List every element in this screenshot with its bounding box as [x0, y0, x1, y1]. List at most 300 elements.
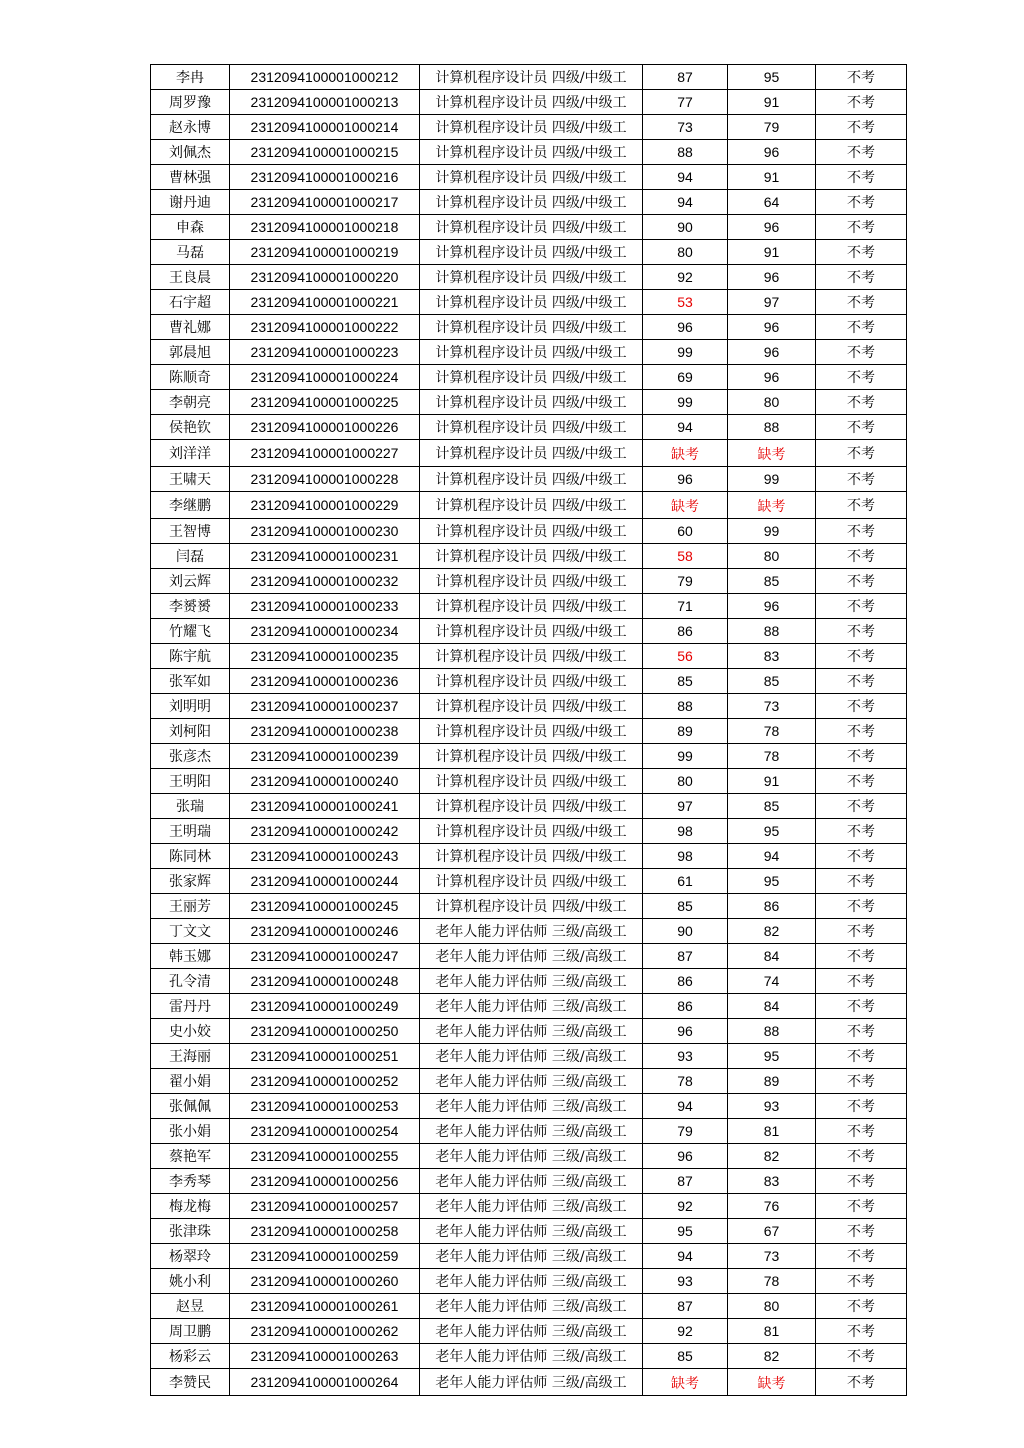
candidate-id-cell: 2312094100001000255 [230, 1144, 420, 1169]
skill-score-cell: 88 [728, 415, 816, 440]
assessment-status-cell: 不考 [816, 769, 907, 794]
theory-score-cell: 缺考 [643, 440, 728, 467]
table-row [151, 1144, 907, 1169]
candidate-name-cell: 王丽芳 [151, 894, 230, 919]
occupation-level-cell: 计算机程序设计员 四级/中级工 [420, 115, 643, 140]
occupation-level-cell: 计算机程序设计员 四级/中级工 [420, 794, 643, 819]
assessment-status-cell: 不考 [816, 844, 907, 869]
assessment-status-cell: 不考 [816, 1344, 907, 1369]
skill-score-cell: 82 [728, 1144, 816, 1169]
skill-score-cell: 93 [728, 1094, 816, 1119]
theory-score-cell: 99 [643, 744, 728, 769]
candidate-id-cell: 2312094100001000251 [230, 1044, 420, 1069]
assessment-status-cell: 不考 [816, 265, 907, 290]
occupation-level-cell: 计算机程序设计员 四级/中级工 [420, 744, 643, 769]
candidate-id-cell: 2312094100001000253 [230, 1094, 420, 1119]
table-row [151, 415, 907, 440]
candidate-id-cell: 2312094100001000239 [230, 744, 420, 769]
score-table [150, 64, 907, 1396]
candidate-id-cell: 2312094100001000233 [230, 594, 420, 619]
theory-score-cell: 78 [643, 1069, 728, 1094]
skill-score-cell: 80 [728, 1294, 816, 1319]
theory-score-cell: 96 [643, 1144, 728, 1169]
candidate-name-cell: 翟小娟 [151, 1069, 230, 1094]
candidate-id-cell: 2312094100001000263 [230, 1344, 420, 1369]
candidate-name-cell: 赵昱 [151, 1294, 230, 1319]
candidate-id-cell: 2312094100001000257 [230, 1194, 420, 1219]
theory-score-cell: 95 [643, 1219, 728, 1244]
assessment-status-cell: 不考 [816, 1094, 907, 1119]
assessment-status-cell: 不考 [816, 969, 907, 994]
candidate-name-cell: 谢丹迪 [151, 190, 230, 215]
occupation-level-cell: 计算机程序设计员 四级/中级工 [420, 290, 643, 315]
candidate-name-cell: 曹林强 [151, 165, 230, 190]
theory-score-cell: 87 [643, 65, 728, 90]
table-row [151, 1094, 907, 1119]
assessment-status-cell: 不考 [816, 1119, 907, 1144]
candidate-name-cell: 雷丹丹 [151, 994, 230, 1019]
table-row [151, 290, 907, 315]
occupation-level-cell: 老年人能力评估师 三级/高级工 [420, 994, 643, 1019]
table-row [151, 1294, 907, 1319]
skill-score-cell: 76 [728, 1194, 816, 1219]
candidate-name-cell: 张彦杰 [151, 744, 230, 769]
table-row [151, 569, 907, 594]
candidate-name-cell: 刘明明 [151, 694, 230, 719]
table-row [151, 819, 907, 844]
candidate-name-cell: 赵永博 [151, 115, 230, 140]
assessment-status-cell: 不考 [816, 519, 907, 544]
candidate-id-cell: 2312094100001000213 [230, 90, 420, 115]
occupation-level-cell: 计算机程序设计员 四级/中级工 [420, 240, 643, 265]
table-row [151, 619, 907, 644]
theory-score-cell: 92 [643, 1319, 728, 1344]
theory-score-cell: 85 [643, 669, 728, 694]
candidate-id-cell: 2312094100001000252 [230, 1069, 420, 1094]
skill-score-cell: 95 [728, 869, 816, 894]
occupation-level-cell: 计算机程序设计员 四级/中级工 [420, 694, 643, 719]
candidate-id-cell: 2312094100001000221 [230, 290, 420, 315]
candidate-name-cell: 刘云辉 [151, 569, 230, 594]
assessment-status-cell: 不考 [816, 944, 907, 969]
table-row [151, 1069, 907, 1094]
theory-score-cell: 73 [643, 115, 728, 140]
assessment-status-cell: 不考 [816, 365, 907, 390]
skill-score-cell: 96 [728, 365, 816, 390]
candidate-name-cell: 周卫鹏 [151, 1319, 230, 1344]
assessment-status-cell: 不考 [816, 869, 907, 894]
assessment-status-cell: 不考 [816, 1194, 907, 1219]
theory-score-cell: 92 [643, 1194, 728, 1219]
occupation-level-cell: 老年人能力评估师 三级/高级工 [420, 1069, 643, 1094]
table-row [151, 544, 907, 569]
theory-score-cell: 71 [643, 594, 728, 619]
assessment-status-cell: 不考 [816, 544, 907, 569]
occupation-level-cell: 老年人能力评估师 三级/高级工 [420, 919, 643, 944]
candidate-name-cell: 蔡艳军 [151, 1144, 230, 1169]
skill-score-cell: 91 [728, 240, 816, 265]
skill-score-cell: 78 [728, 744, 816, 769]
assessment-status-cell: 不考 [816, 440, 907, 467]
candidate-id-cell: 2312094100001000264 [230, 1369, 420, 1396]
table-row [151, 694, 907, 719]
candidate-name-cell: 陈宇航 [151, 644, 230, 669]
assessment-status-cell: 不考 [816, 165, 907, 190]
skill-score-cell: 88 [728, 619, 816, 644]
theory-score-cell: 86 [643, 969, 728, 994]
table-row [151, 190, 907, 215]
table-row [151, 365, 907, 390]
theory-score-cell: 98 [643, 819, 728, 844]
occupation-level-cell: 老年人能力评估师 三级/高级工 [420, 1019, 643, 1044]
theory-score-cell: 87 [643, 1294, 728, 1319]
occupation-level-cell: 老年人能力评估师 三级/高级工 [420, 1094, 643, 1119]
table-row [151, 90, 907, 115]
occupation-level-cell: 老年人能力评估师 三级/高级工 [420, 969, 643, 994]
table-row [151, 594, 907, 619]
candidate-name-cell: 王海丽 [151, 1044, 230, 1069]
skill-score-cell: 99 [728, 467, 816, 492]
assessment-status-cell: 不考 [816, 1219, 907, 1244]
occupation-level-cell: 计算机程序设计员 四级/中级工 [420, 569, 643, 594]
theory-score-cell: 80 [643, 240, 728, 265]
candidate-id-cell: 2312094100001000244 [230, 869, 420, 894]
skill-score-cell: 95 [728, 1044, 816, 1069]
theory-score-cell: 96 [643, 1019, 728, 1044]
candidate-name-cell: 周罗豫 [151, 90, 230, 115]
candidate-name-cell: 申森 [151, 215, 230, 240]
candidate-id-cell: 2312094100001000232 [230, 569, 420, 594]
candidate-id-cell: 2312094100001000228 [230, 467, 420, 492]
skill-score-cell: 96 [728, 315, 816, 340]
candidate-id-cell: 2312094100001000214 [230, 115, 420, 140]
candidate-name-cell: 梅龙梅 [151, 1194, 230, 1219]
assessment-status-cell: 不考 [816, 90, 907, 115]
skill-score-cell: 缺考 [728, 492, 816, 519]
occupation-level-cell: 老年人能力评估师 三级/高级工 [420, 1219, 643, 1244]
table-row [151, 1194, 907, 1219]
skill-score-cell: 99 [728, 519, 816, 544]
candidate-id-cell: 2312094100001000256 [230, 1169, 420, 1194]
candidate-id-cell: 2312094100001000238 [230, 719, 420, 744]
table-row [151, 894, 907, 919]
candidate-name-cell: 张佩佩 [151, 1094, 230, 1119]
candidate-name-cell: 王智博 [151, 519, 230, 544]
table-row [151, 1019, 907, 1044]
theory-score-cell: 86 [643, 994, 728, 1019]
theory-score-cell: 53 [643, 290, 728, 315]
candidate-id-cell: 2312094100001000222 [230, 315, 420, 340]
table-row [151, 669, 907, 694]
skill-score-cell: 91 [728, 90, 816, 115]
candidate-id-cell: 2312094100001000249 [230, 994, 420, 1019]
assessment-status-cell: 不考 [816, 115, 907, 140]
candidate-name-cell: 刘洋洋 [151, 440, 230, 467]
theory-score-cell: 99 [643, 340, 728, 365]
candidate-name-cell: 王啸天 [151, 467, 230, 492]
skill-score-cell: 67 [728, 1219, 816, 1244]
occupation-level-cell: 计算机程序设计员 四级/中级工 [420, 65, 643, 90]
assessment-status-cell: 不考 [816, 644, 907, 669]
assessment-status-cell: 不考 [816, 1294, 907, 1319]
candidate-id-cell: 2312094100001000215 [230, 140, 420, 165]
table-row [151, 1344, 907, 1369]
candidate-name-cell: 陈同林 [151, 844, 230, 869]
assessment-status-cell: 不考 [816, 1069, 907, 1094]
candidate-id-cell: 2312094100001000254 [230, 1119, 420, 1144]
candidate-id-cell: 2312094100001000236 [230, 669, 420, 694]
skill-score-cell: 86 [728, 894, 816, 919]
occupation-level-cell: 计算机程序设计员 四级/中级工 [420, 594, 643, 619]
theory-score-cell: 96 [643, 467, 728, 492]
table-row [151, 919, 907, 944]
table-row [151, 1044, 907, 1069]
theory-score-cell: 94 [643, 190, 728, 215]
theory-score-cell: 缺考 [643, 492, 728, 519]
skill-score-cell: 80 [728, 390, 816, 415]
table-row [151, 744, 907, 769]
assessment-status-cell: 不考 [816, 65, 907, 90]
candidate-name-cell: 李赞民 [151, 1369, 230, 1396]
occupation-level-cell: 计算机程序设计员 四级/中级工 [420, 894, 643, 919]
candidate-name-cell: 马磊 [151, 240, 230, 265]
table-row [151, 1269, 907, 1294]
candidate-name-cell: 李赟赟 [151, 594, 230, 619]
theory-score-cell: 80 [643, 769, 728, 794]
theory-score-cell: 85 [643, 1344, 728, 1369]
candidate-name-cell: 李冉 [151, 65, 230, 90]
theory-score-cell: 88 [643, 694, 728, 719]
candidate-name-cell: 丁文文 [151, 919, 230, 944]
candidate-name-cell: 李朝亮 [151, 390, 230, 415]
skill-score-cell: 88 [728, 1019, 816, 1044]
candidate-name-cell: 郭晨旭 [151, 340, 230, 365]
assessment-status-cell: 不考 [816, 140, 907, 165]
assessment-status-cell: 不考 [816, 415, 907, 440]
candidate-id-cell: 2312094100001000235 [230, 644, 420, 669]
skill-score-cell: 81 [728, 1119, 816, 1144]
assessment-status-cell: 不考 [816, 1269, 907, 1294]
occupation-level-cell: 老年人能力评估师 三级/高级工 [420, 1369, 643, 1396]
occupation-level-cell: 计算机程序设计员 四级/中级工 [420, 215, 643, 240]
occupation-level-cell: 老年人能力评估师 三级/高级工 [420, 1044, 643, 1069]
assessment-status-cell: 不考 [816, 594, 907, 619]
candidate-id-cell: 2312094100001000224 [230, 365, 420, 390]
candidate-name-cell: 杨彩云 [151, 1344, 230, 1369]
candidate-id-cell: 2312094100001000212 [230, 65, 420, 90]
table-row [151, 315, 907, 340]
occupation-level-cell: 计算机程序设计员 四级/中级工 [420, 415, 643, 440]
skill-score-cell: 78 [728, 719, 816, 744]
occupation-level-cell: 计算机程序设计员 四级/中级工 [420, 619, 643, 644]
candidate-name-cell: 陈顺奇 [151, 365, 230, 390]
occupation-level-cell: 计算机程序设计员 四级/中级工 [420, 90, 643, 115]
skill-score-cell: 74 [728, 969, 816, 994]
assessment-status-cell: 不考 [816, 744, 907, 769]
assessment-status-cell: 不考 [816, 994, 907, 1019]
table-row [151, 869, 907, 894]
candidate-name-cell: 竹耀飞 [151, 619, 230, 644]
candidate-id-cell: 2312094100001000242 [230, 819, 420, 844]
candidate-name-cell: 刘柯阳 [151, 719, 230, 744]
table-row [151, 467, 907, 492]
table-row [151, 644, 907, 669]
table-row [151, 115, 907, 140]
candidate-id-cell: 2312094100001000231 [230, 544, 420, 569]
candidate-name-cell: 张津珠 [151, 1219, 230, 1244]
assessment-status-cell: 不考 [816, 1169, 907, 1194]
assessment-status-cell: 不考 [816, 1244, 907, 1269]
theory-score-cell: 69 [643, 365, 728, 390]
candidate-id-cell: 2312094100001000226 [230, 415, 420, 440]
candidate-id-cell: 2312094100001000261 [230, 1294, 420, 1319]
occupation-level-cell: 计算机程序设计员 四级/中级工 [420, 440, 643, 467]
candidate-id-cell: 2312094100001000241 [230, 794, 420, 819]
skill-score-cell: 95 [728, 65, 816, 90]
skill-score-cell: 95 [728, 819, 816, 844]
candidate-name-cell: 史小姣 [151, 1019, 230, 1044]
theory-score-cell: 61 [643, 869, 728, 894]
candidate-name-cell: 孔令清 [151, 969, 230, 994]
table-row [151, 440, 907, 467]
assessment-status-cell: 不考 [816, 290, 907, 315]
theory-score-cell: 77 [643, 90, 728, 115]
theory-score-cell: 96 [643, 315, 728, 340]
skill-score-cell: 64 [728, 190, 816, 215]
candidate-name-cell: 王良晨 [151, 265, 230, 290]
assessment-status-cell: 不考 [816, 619, 907, 644]
occupation-level-cell: 计算机程序设计员 四级/中级工 [420, 365, 643, 390]
occupation-level-cell: 老年人能力评估师 三级/高级工 [420, 1169, 643, 1194]
occupation-level-cell: 老年人能力评估师 三级/高级工 [420, 1319, 643, 1344]
skill-score-cell: 80 [728, 544, 816, 569]
skill-score-cell: 96 [728, 140, 816, 165]
theory-score-cell: 97 [643, 794, 728, 819]
assessment-status-cell: 不考 [816, 919, 907, 944]
theory-score-cell: 87 [643, 1169, 728, 1194]
assessment-status-cell: 不考 [816, 492, 907, 519]
assessment-status-cell: 不考 [816, 569, 907, 594]
table-row [151, 844, 907, 869]
occupation-level-cell: 计算机程序设计员 四级/中级工 [420, 644, 643, 669]
skill-score-cell: 91 [728, 769, 816, 794]
table-row [151, 1169, 907, 1194]
occupation-level-cell: 计算机程序设计员 四级/中级工 [420, 165, 643, 190]
candidate-name-cell: 刘佩杰 [151, 140, 230, 165]
assessment-status-cell: 不考 [816, 190, 907, 215]
assessment-status-cell: 不考 [816, 694, 907, 719]
skill-score-cell: 85 [728, 794, 816, 819]
table-row [151, 240, 907, 265]
theory-score-cell: 56 [643, 644, 728, 669]
skill-score-cell: 96 [728, 340, 816, 365]
skill-score-cell: 78 [728, 1269, 816, 1294]
theory-score-cell: 94 [643, 1244, 728, 1269]
candidate-id-cell: 2312094100001000262 [230, 1319, 420, 1344]
occupation-level-cell: 计算机程序设计员 四级/中级工 [420, 819, 643, 844]
theory-score-cell: 94 [643, 165, 728, 190]
table-row [151, 340, 907, 365]
theory-score-cell: 87 [643, 944, 728, 969]
assessment-status-cell: 不考 [816, 340, 907, 365]
occupation-level-cell: 计算机程序设计员 四级/中级工 [420, 519, 643, 544]
candidate-id-cell: 2312094100001000260 [230, 1269, 420, 1294]
candidate-name-cell: 张军如 [151, 669, 230, 694]
skill-score-cell: 缺考 [728, 440, 816, 467]
table-row [151, 265, 907, 290]
table-row [151, 492, 907, 519]
candidate-id-cell: 2312094100001000225 [230, 390, 420, 415]
candidate-name-cell: 曹礼娜 [151, 315, 230, 340]
theory-score-cell: 94 [643, 415, 728, 440]
occupation-level-cell: 计算机程序设计员 四级/中级工 [420, 719, 643, 744]
occupation-level-cell: 计算机程序设计员 四级/中级工 [420, 844, 643, 869]
theory-score-cell: 92 [643, 265, 728, 290]
occupation-level-cell: 计算机程序设计员 四级/中级工 [420, 492, 643, 519]
assessment-status-cell: 不考 [816, 894, 907, 919]
assessment-status-cell: 不考 [816, 819, 907, 844]
candidate-id-cell: 2312094100001000234 [230, 619, 420, 644]
theory-score-cell: 93 [643, 1269, 728, 1294]
occupation-level-cell: 老年人能力评估师 三级/高级工 [420, 1119, 643, 1144]
skill-score-cell: 96 [728, 265, 816, 290]
skill-score-cell: 94 [728, 844, 816, 869]
theory-score-cell: 58 [643, 544, 728, 569]
candidate-id-cell: 2312094100001000247 [230, 944, 420, 969]
skill-score-cell: 84 [728, 944, 816, 969]
occupation-level-cell: 老年人能力评估师 三级/高级工 [420, 1194, 643, 1219]
table-row [151, 1319, 907, 1344]
theory-score-cell: 89 [643, 719, 728, 744]
table-row [151, 994, 907, 1019]
theory-score-cell: 缺考 [643, 1369, 728, 1396]
candidate-id-cell: 2312094100001000220 [230, 265, 420, 290]
candidate-name-cell: 李继鹏 [151, 492, 230, 519]
assessment-status-cell: 不考 [816, 1319, 907, 1344]
skill-score-cell: 96 [728, 215, 816, 240]
skill-score-cell: 73 [728, 1244, 816, 1269]
assessment-status-cell: 不考 [816, 390, 907, 415]
occupation-level-cell: 老年人能力评估师 三级/高级工 [420, 1144, 643, 1169]
theory-score-cell: 79 [643, 1119, 728, 1144]
assessment-status-cell: 不考 [816, 215, 907, 240]
skill-score-cell: 85 [728, 569, 816, 594]
assessment-status-cell: 不考 [816, 794, 907, 819]
table-row [151, 140, 907, 165]
skill-score-cell: 96 [728, 594, 816, 619]
candidate-name-cell: 杨翠玲 [151, 1244, 230, 1269]
candidate-name-cell: 王明阳 [151, 769, 230, 794]
table-row [151, 215, 907, 240]
assessment-status-cell: 不考 [816, 719, 907, 744]
candidate-name-cell: 张瑞 [151, 794, 230, 819]
skill-score-cell: 82 [728, 919, 816, 944]
occupation-level-cell: 老年人能力评估师 三级/高级工 [420, 1244, 643, 1269]
candidate-id-cell: 2312094100001000259 [230, 1244, 420, 1269]
candidate-name-cell: 韩玉娜 [151, 944, 230, 969]
skill-score-cell: 73 [728, 694, 816, 719]
candidate-id-cell: 2312094100001000218 [230, 215, 420, 240]
skill-score-cell: 83 [728, 644, 816, 669]
candidate-id-cell: 2312094100001000246 [230, 919, 420, 944]
theory-score-cell: 60 [643, 519, 728, 544]
skill-score-cell: 83 [728, 1169, 816, 1194]
occupation-level-cell: 老年人能力评估师 三级/高级工 [420, 1269, 643, 1294]
table-row [151, 165, 907, 190]
skill-score-cell: 97 [728, 290, 816, 315]
candidate-id-cell: 2312094100001000245 [230, 894, 420, 919]
occupation-level-cell: 计算机程序设计员 四级/中级工 [420, 544, 643, 569]
